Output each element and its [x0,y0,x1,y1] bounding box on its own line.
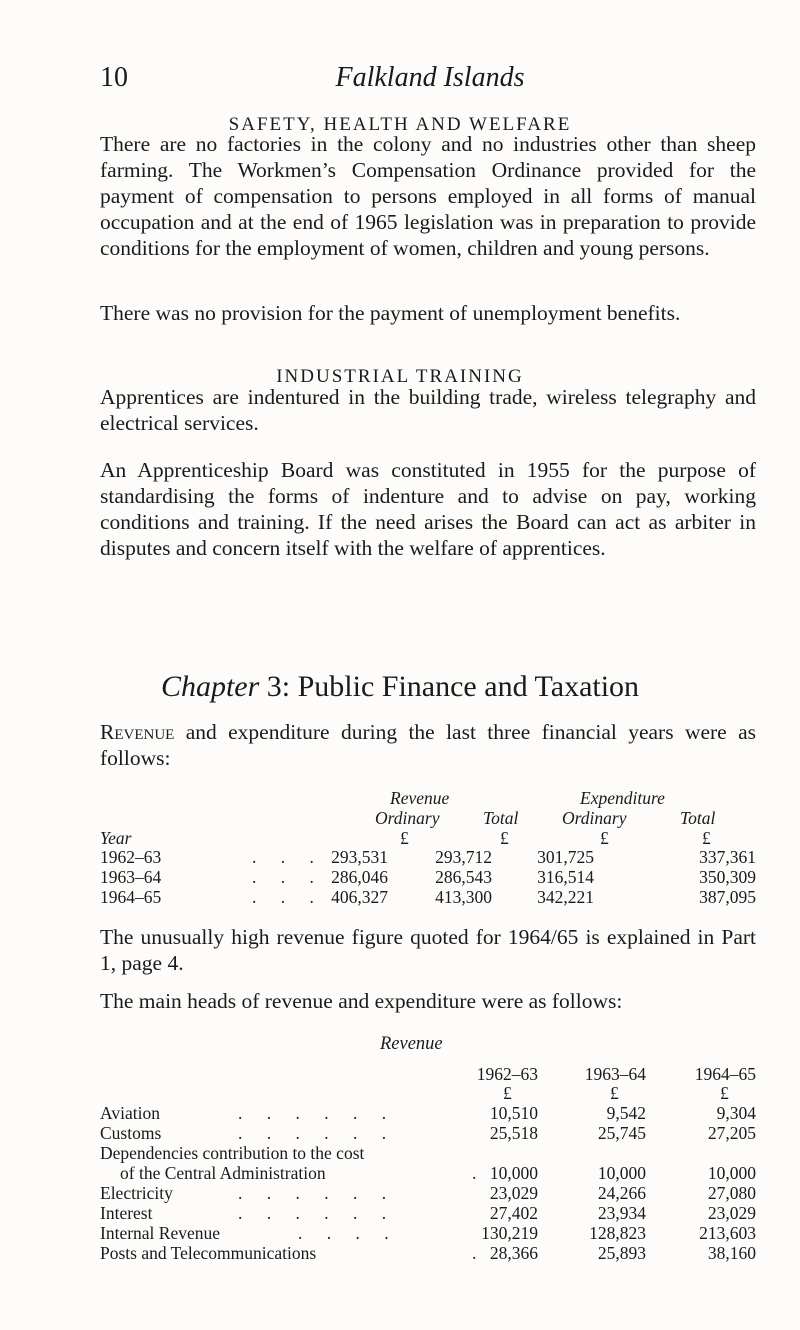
paragraph-finance-intro [100,719,756,771]
year-3: 1964–65 [100,887,162,907]
row-value: 25,745 [597,1123,646,1143]
row-leader: . . . . . . [238,1123,397,1143]
col-header-exp-ordinary: Ordinary [562,808,627,828]
currency-col-2: £ [610,1083,619,1103]
year-1: 1962–63 [100,847,162,867]
col-header-year: Year [100,828,132,848]
row-label: Dependencies contribution to the cost [100,1143,365,1163]
year-col-1: 1962–63 [476,1064,538,1084]
row-leader: . [472,1243,487,1263]
currency-exp-total: £ [702,828,711,848]
row-value: 128,823 [589,1223,646,1243]
row-label: Posts and Telecommunications [100,1243,317,1263]
rev-ordinary-3: 406,327 [331,887,388,907]
page-number: 10 [100,62,128,93]
rev-ordinary-2: 286,046 [331,867,388,887]
row-leader: . . . . . . [238,1103,397,1123]
table-revenue-expenditure [100,788,760,928]
row-leader: . . . . . . [238,1183,397,1203]
rev-total-1: 293,712 [435,847,492,867]
paragraph-main-heads: The main heads of revenue and expenditure were as follows: [100,989,623,1013]
row-value: 25,518 [489,1123,538,1143]
revenue-smallcaps: Revenue [100,720,175,744]
heading-training: INDUSTRIAL TRAINING [276,366,524,387]
leader-1: . . . [252,847,324,867]
row-value: 130,219 [481,1223,538,1243]
currency-col-3: £ [720,1083,729,1103]
currency-rev-total: £ [500,828,509,848]
chapter-title: : Public Finance and Taxation [281,670,640,703]
paragraph-safety-1: There are no factories in the colony and no industries other than sheep farming. The Workmen’s Compensation Ordinance provided for the payment of compensation to persons employed in all forms of manual occupation and at the end of 1965 legislation was in preparation to provide conditions for the employment of women, children and young persons. [100,132,756,260]
row-value: 10,510 [489,1103,538,1123]
running-header [100,62,760,94]
chapter-number: 3 [266,670,282,703]
exp-ordinary-2: 316,514 [537,867,594,887]
row-value: 24,266 [597,1183,646,1203]
chapter-label: Chapter [160,670,260,703]
exp-total-2: 350,309 [699,867,756,887]
row-value: 23,029 [489,1183,538,1203]
row-value: 213,603 [699,1223,756,1243]
row-label: Interest [100,1203,153,1223]
col-header-rev-ordinary: Ordinary [375,808,440,828]
row-leader: . . . . . . [238,1203,397,1223]
row-leader: . [472,1163,487,1183]
leader-3: . . . [252,887,324,907]
year-col-3: 1964–65 [694,1064,756,1084]
table-revenue-heads [100,1034,760,1264]
col-header-rev-total: Total [483,808,519,828]
paragraph-safety-2: There was no provision for the payment of unemployment benefits. [100,301,681,325]
row-value: 38,160 [707,1243,756,1263]
paragraph-after-table: The unusually high revenue figure quoted for 1964/65 is explained in Part 1, page 4. [100,925,756,975]
row-value: 23,029 [707,1203,756,1223]
year-2: 1963–64 [100,867,162,887]
row-label: Electricity [100,1183,173,1203]
table2-heading: Revenue [380,1034,443,1054]
row-leader: . . . . [298,1223,399,1243]
row-value: 25,893 [597,1243,646,1263]
row-value: 9,304 [716,1103,756,1123]
row-value: 10,000 [489,1163,538,1183]
row-value: 27,080 [707,1183,756,1203]
row-value: 10,000 [597,1163,646,1183]
exp-ordinary-1: 301,725 [537,847,594,867]
running-title: Falkland Islands [335,62,525,93]
row-label: Customs [100,1123,162,1143]
group-header-revenue: Revenue [390,788,450,808]
currency-exp-ordinary: £ [600,828,609,848]
rev-ordinary-1: 293,531 [331,847,388,867]
rev-total-2: 286,543 [435,867,492,887]
exp-total-3: 387,095 [699,887,756,907]
intro-rest: and expenditure during the last three financial years were as follows: [100,720,756,770]
exp-ordinary-3: 342,221 [537,887,594,907]
paragraph-training-1: Apprentices are indentured in the building trade, wireless telegraphy and electrical services. [100,385,756,435]
year-col-2: 1963–64 [584,1064,646,1084]
row-value: 23,934 [597,1203,646,1223]
currency-col-1: £ [503,1083,512,1103]
group-header-expenditure: Expenditure [580,788,665,808]
row-value: 10,000 [707,1163,756,1183]
row-value: 28,366 [489,1243,538,1263]
row-label: Aviation [100,1103,160,1123]
heading-safety: SAFETY, HEALTH AND WELFARE [228,114,572,135]
paragraph-training-2: An Apprenticeship Board was constituted in 1955 for the purpose of standardising the forms of indenture and to advise on pay, working conditions and training. If the need arises the Board can act as arbiter in disputes and concern itself with the welfare of apprentices. [100,458,756,560]
currency-rev-ordinary: £ [400,828,409,848]
row-label: of the Central Administration [120,1163,326,1183]
rev-total-3: 413,300 [435,887,492,907]
row-value: 9,542 [606,1103,646,1123]
leader-2: . . . [252,867,324,887]
row-value: 27,402 [489,1203,538,1223]
row-value: 27,205 [707,1123,756,1143]
exp-total-1: 337,361 [699,847,756,867]
chapter-heading [0,670,800,704]
row-label: Internal Revenue [100,1223,221,1243]
col-header-exp-total: Total [680,808,716,828]
